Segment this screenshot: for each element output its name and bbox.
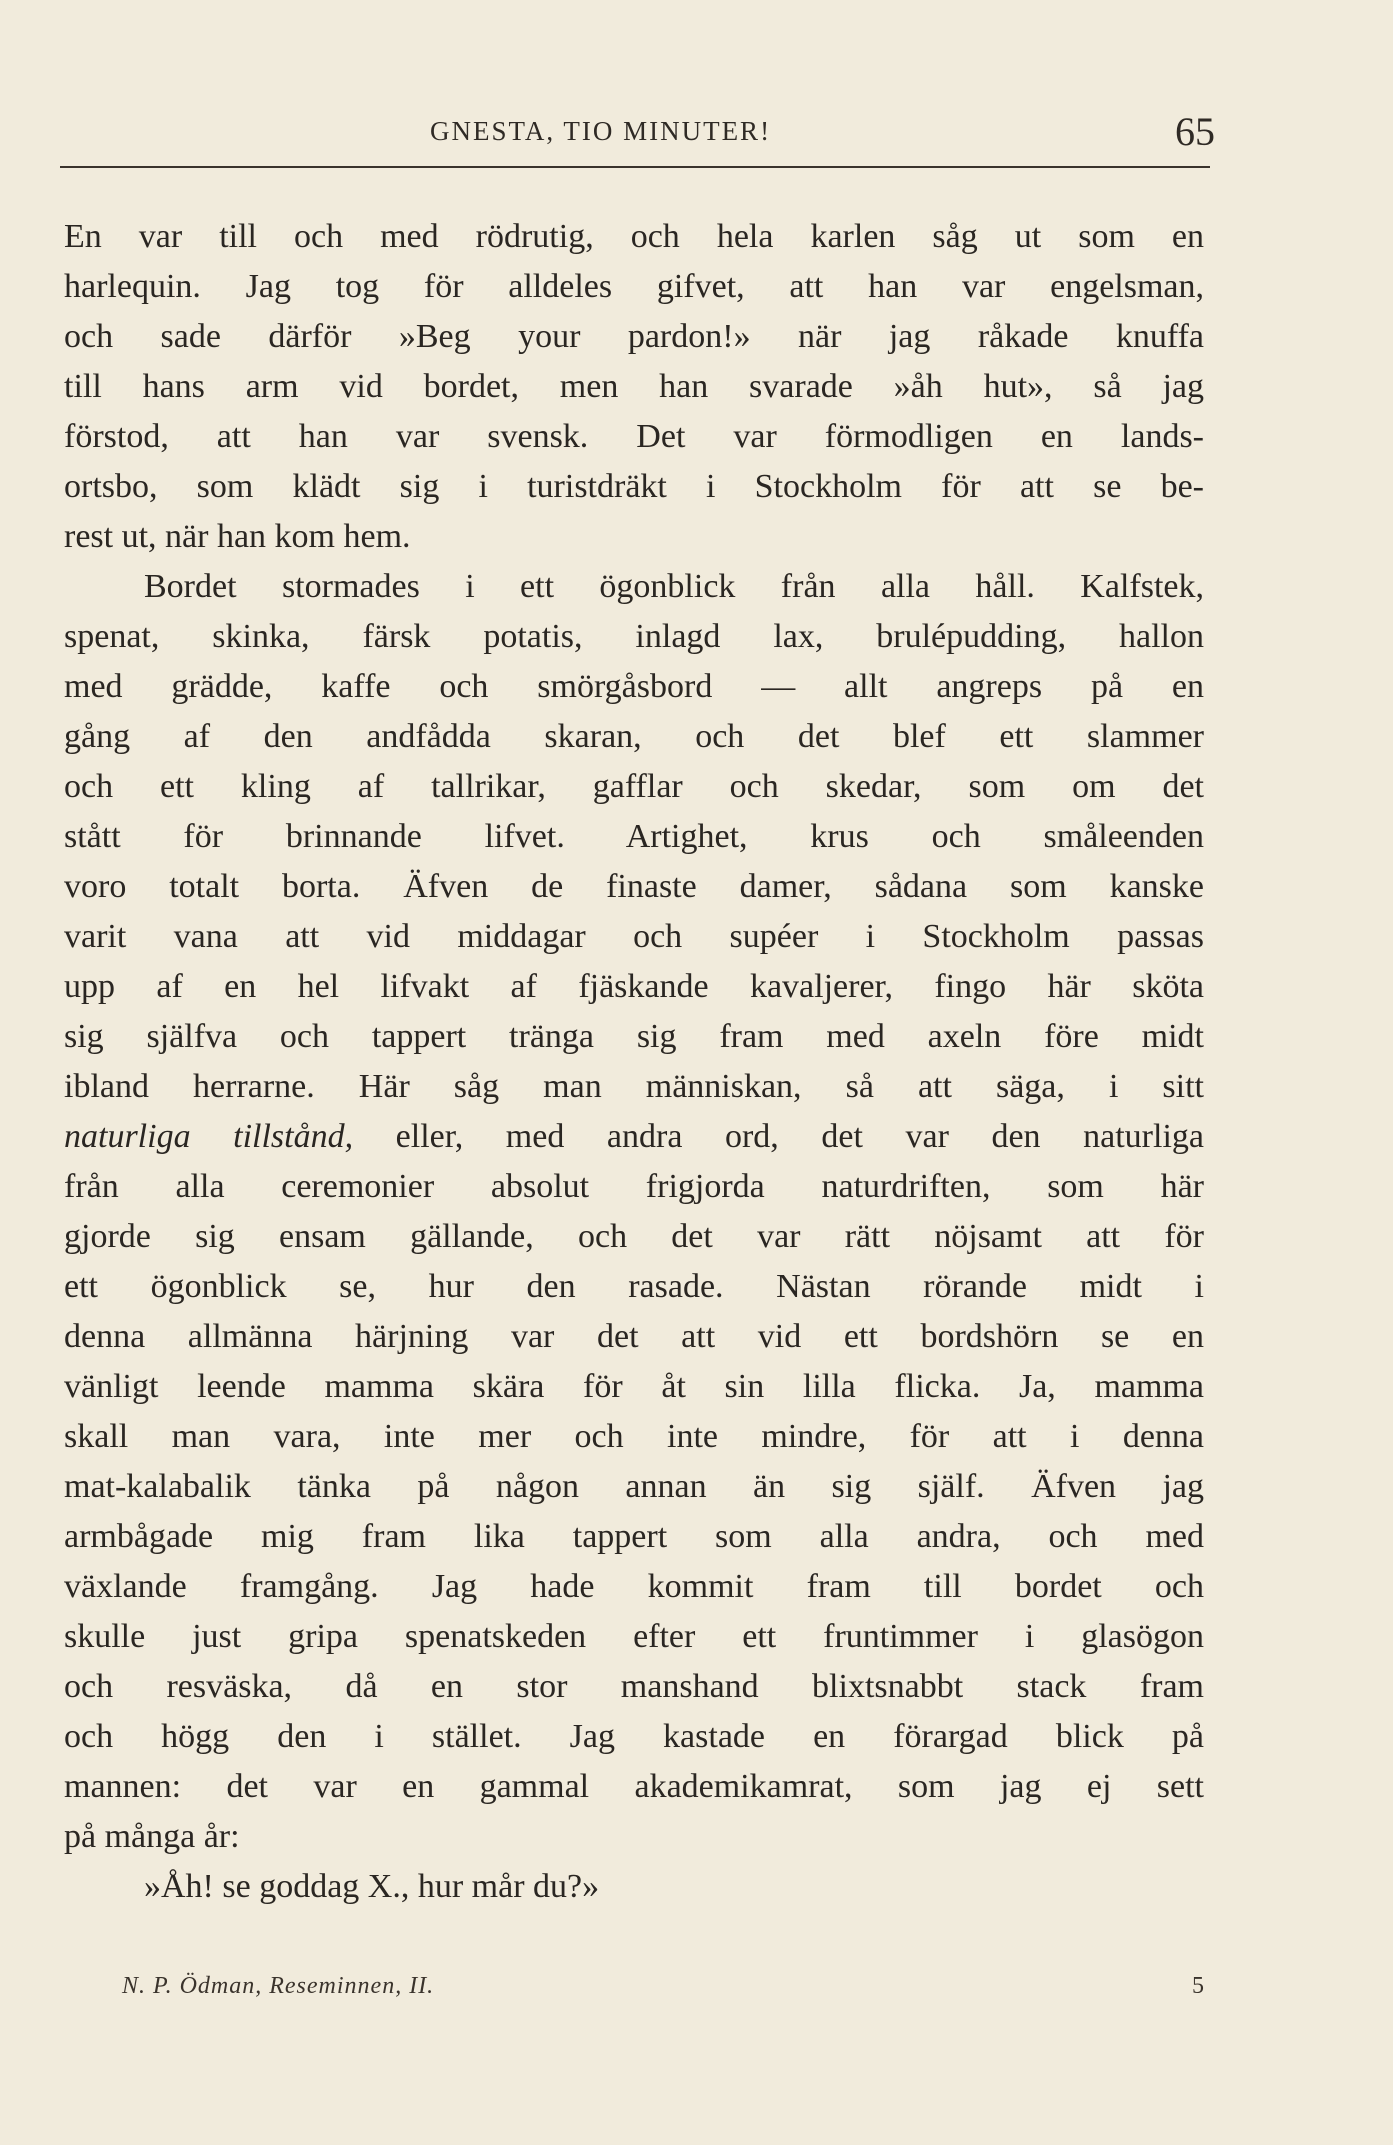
text-line: med grädde, kaffe och smörgåsbord — allt angreps på en [64,668,1204,705]
text-line: skall man vara, inte mer och inte mindre, för att i denna [64,1418,1204,1455]
text-line: gång af den andfådda skaran, och det blef ett slammer [64,718,1204,755]
text-line: En var till och med rödrutig, och hela karlen såg ut som en [64,218,1204,255]
text-line: denna allmänna härjning var det att vid ett bordshörn se en [64,1318,1204,1355]
running-title: GNESTA, TIO MINUTER! [430,116,772,146]
text-line: rest ut, när han kom hem. [64,518,411,555]
text-line: gjorde sig ensam gällande, och det var rätt nöjsamt att för [64,1218,1204,1255]
text-line: från alla ceremonier absolut frigjorda naturdriften, som här [64,1168,1204,1205]
page-number: 65 [1175,109,1215,154]
text-line: skulle just gripa spenatskeden efter ett fruntimmer i glasögon [64,1618,1204,1655]
signature-mark: 5 [1192,1973,1204,1999]
text-line-mixed [64,1112,1204,1162]
header-rule [60,166,1210,168]
text-line: harlequin. Jag tog för alldeles gifvet, att han var engelsman, [64,268,1204,305]
text-line: mat-kalabalik tänka på någon annan än sig själf. Äfven jag [64,1468,1204,1505]
text-line: »Åh! se goddag X., hur mår du?» [144,1868,600,1905]
text-line: vänligt leende mamma skära för åt sin lilla flicka. Ja, mamma [64,1368,1204,1405]
text-line: sig själfva och tappert tränga sig fram med axeln före midt [64,1018,1204,1055]
text-line: på många år: [64,1818,240,1855]
text-line: upp af en hel lifvakt af fjäskande kavaljerer, fingo här sköta [64,968,1204,1005]
text-line: växlande framgång. Jag hade kommit fram till bordet och [64,1568,1204,1605]
text-line: och högg den i stället. Jag kastade en förargad blick på [64,1718,1204,1755]
text-line: Bordet stormades i ett ögonblick från alla håll. Kalfstek, [144,568,1204,605]
text-line: stått för brinnande lifvet. Artighet, krus och småleenden [64,818,1204,855]
footer-source: N. P. Ödman, Reseminnen, II. [122,1973,435,1999]
text-line: och sade därför »Beg your pardon!» när jag råkade knuffa [64,318,1204,355]
text-line: armbågade mig fram lika tappert som alla andra, och med [64,1518,1204,1555]
page-footer [64,1973,1204,2009]
italic-phrase: naturliga tillstånd, [64,1118,354,1155]
text-line: ibland herrarne. Här såg man människan, så att säga, i sitt [64,1068,1204,1105]
text-line: spenat, skinka, färsk potatis, inlagd lax, brulépudding, hallon [64,618,1204,655]
text-line-rest: eller, med andra ord, det var den naturliga [353,1118,1204,1155]
text-line: och resväska, då en stor manshand blixtsnabbt stack fram [64,1668,1204,1705]
body-text [64,212,1204,1912]
text-line: voro totalt borta. Äfven de finaste damer, sådana som kanske [64,868,1204,905]
text-line: ortsbo, som klädt sig i turistdräkt i Stockholm för att se be- [64,468,1204,505]
text-line: förstod, att han var svensk. Det var förmodligen en lands- [64,418,1204,455]
text-line: och ett kling af tallrikar, gafflar och skedar, som om det [64,768,1204,805]
running-head [60,108,1215,158]
text-line: varit vana att vid middagar och supéer i Stockholm passas [64,918,1204,955]
text-line: till hans arm vid bordet, men han svarade »åh hut», så jag [64,368,1204,405]
text-line: ett ögonblick se, hur den rasade. Nästan rörande midt i [64,1268,1204,1305]
text-line: mannen: det var en gammal akademikamrat, som jag ej sett [64,1768,1204,1805]
